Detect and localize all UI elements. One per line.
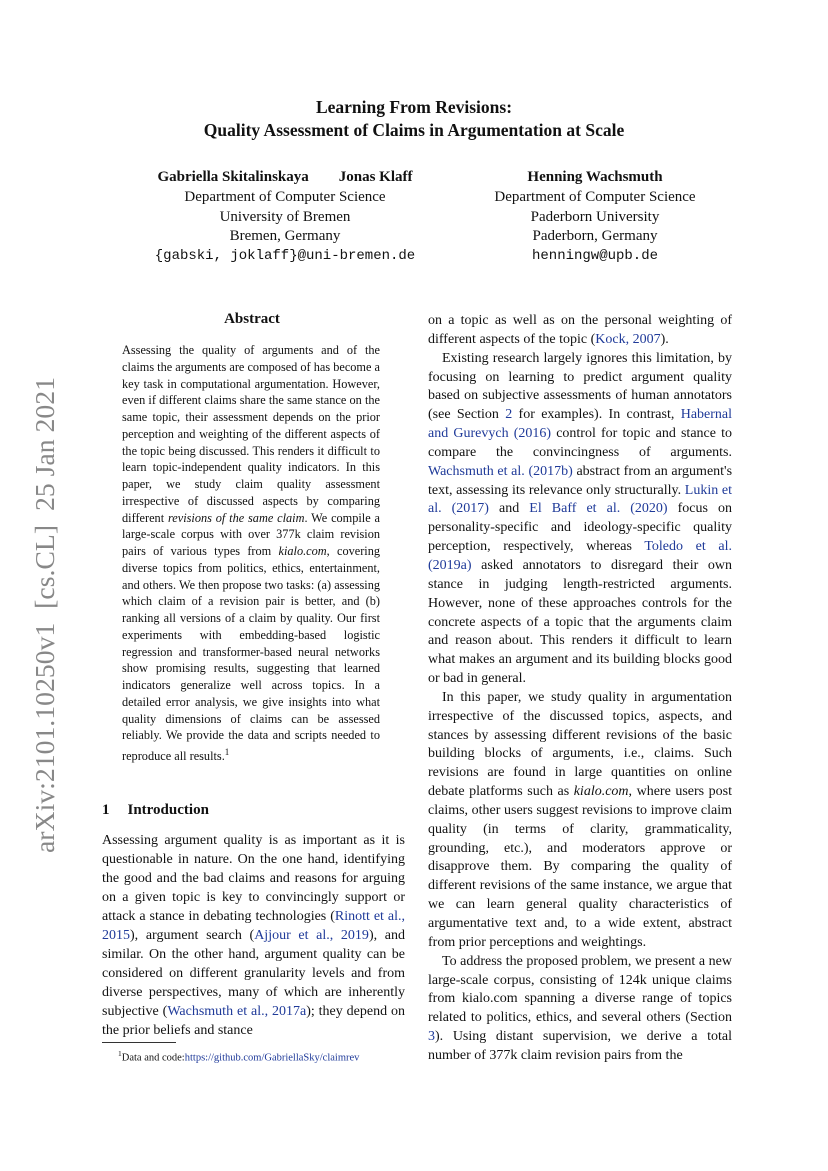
author-location: Bremen, Germany <box>229 228 341 245</box>
citation-link[interactable]: Rinott et al., 2015 <box>102 909 405 943</box>
footnote-text: Data and code: <box>121 1052 185 1064</box>
abstract-text: Assessing the quality of arguments and of the claims the arguments are composed of has become a key task in computational argumentation. However, even if different claims share the same stance on the same topic, their assessment depends on the prior perception and weighting of the different aspects of the topic being discussed. This renders it difficult to learn topic-independent quality indicators. In this paper, we study claim quality assessment irrespective of discussed aspects by comparing different revisions of the same claim. We compile a large-scale corpus with over 377k claim revision pairs of various types from kialo.com, covering diverse topics from politics, ethics, entertainment, and others. We then propose two tasks: (a) assessing which claim of a revision pair is better, and (b) ranking all versions of a claim by quality. Our first experiments with embedding-based logistic regression and transformer-based neural networks show promising results, suggesting that learned indicators generalize well across topics. In a detailed error analysis, we give insights into what quality dimensions of claims can be assessed reliably. We provide the data and scripts needed to reproduce all results.$^1$ <box>122 343 381 764</box>
author-block-right <box>460 168 730 267</box>
citation-link[interactable]: Toledo et al. (2019a) <box>428 539 733 573</box>
section-link[interactable]: 3 <box>428 1029 435 1045</box>
author-university: Paderborn University <box>530 208 660 225</box>
paragraph: Existing research largely ignores this limitation, by focusing on learning to predict argument quality based on subjective assessments of human annotators (see Section 2 for examples). In contrast, Habernal and Gurevych (2016) control for topic and stance to compare the convincingness of arguments. Wachsmuth et al. (2017b) abstract from an argument's text, assessing its relevance only structurally. Lukin et al. (2017) and El Baff et al. (2020) focus on personality-specific and ideology-specific quality perception, respectively, whereas Toledo et al. (2019a) asked annotators to disregard their own stance in judging length-restricted arguments. However, none of these approaches controls for the concrete aspects of a topic that the arguments claim and reason about. This renders it difficult to learn what makes an argument and its building blocks good or bad in general. <box>428 350 733 687</box>
section-title: Introduction <box>127 802 209 818</box>
author-location: Paderborn, Germany <box>532 228 658 245</box>
introduction-paragraph: Assessing argument quality is as important as it is questionable in nature. On the one hand, identifying the good and the bad claims and reasons for arguing on a given topic is key to convincingly support or attack a stance in debating technologies (Rinott et al., 2015), argument search (Ajjour et al., 2019), and similar. On the other hand, argument quality can be considered on different granularity levels and from diverse perspectives, many of which are inherently subjective (Wachsmuth et al., 2017a); they depend on the prior beliefs and stance <box>102 833 405 1038</box>
right-column-text <box>428 312 732 1066</box>
paragraph: In this paper, we study quality in argumentation irrespective of the discussed topics, aspects, and stances by assessing different revisions of the basic building blocks of arguments, i.e., claims. Such revisions are found in large quantities on online debate platforms such as kialo.com, where users post claims, other users suggest revisions to improve claim quality (in terms of clarity, grammaticality, grounding, etc.), and moderators approve or disapprove them. By comparing the quality of different revisions of the same instance, we argue that we can learn general quality characteristics of argumentative text and, to a wide extent, abstract from prior perceptions and weightings. <box>428 689 733 950</box>
abstract-heading: Abstract <box>224 311 280 327</box>
section-heading-introduction <box>102 802 227 819</box>
citation-link[interactable]: Ajjour et al., 2019 <box>254 928 369 943</box>
author-email: henningw@upb.de <box>531 248 659 265</box>
section-link[interactable]: 2 <box>505 407 513 423</box>
footnote-link[interactable]: https://github.com/GabriellaSky/claimrev <box>184 1052 360 1064</box>
author-block-left <box>120 168 450 267</box>
author-university: University of Bremen <box>219 208 351 225</box>
paper-title <box>0 96 828 142</box>
citation-link[interactable]: El Baff et al. (2020) <box>529 501 668 517</box>
author-email: {gabski, joklaff}@uni-bremen.de <box>154 248 416 265</box>
author-name: Henning Wachsmuth <box>527 169 663 185</box>
title-line-2: Quality Assessment of Claims in Argumentation at Scale <box>203 120 625 140</box>
author-names: Gabriella Skitalinskaya Jonas Klaff <box>157 169 413 185</box>
citation-link[interactable]: Habernal and Gurevych (2016) <box>428 407 733 442</box>
footnote-rule <box>102 1042 176 1043</box>
author-department: Department of Computer Science <box>184 188 386 205</box>
citation-link[interactable]: Wachsmuth et al., 2017a <box>167 1004 307 1019</box>
footnote-mark: 1 <box>118 1049 122 1058</box>
author-department: Department of Computer Science <box>494 188 696 205</box>
citation-link[interactable]: Wachsmuth et al. (2017b) <box>428 463 573 479</box>
paragraph: To address the proposed problem, we present a new large-scale corpus, consisting of 124k unique claims from kialo.com spanning a diverse range of topics related to politics, ethics, and several others (Section 3). Using distant supervision, we derive a total number of 377k claim revision pairs from the <box>428 953 732 1063</box>
arxiv-identifier <box>10 375 60 855</box>
citation-link[interactable]: Kock, 2007 <box>595 331 661 347</box>
paragraph: on a topic as well as on the personal weighting of different aspects of the topic (Kock, 2007). <box>428 313 732 347</box>
title-line-1: Learning From Revisions: <box>315 97 513 117</box>
footnote <box>118 1049 418 1064</box>
arxiv-id-text: arXiv:2101.10250v1 [cs.CL] 25 Jan 2021 <box>30 389 60 853</box>
citation-link[interactable]: Lukin et al. (2017) <box>428 482 732 517</box>
section-number: 1 <box>102 802 110 818</box>
